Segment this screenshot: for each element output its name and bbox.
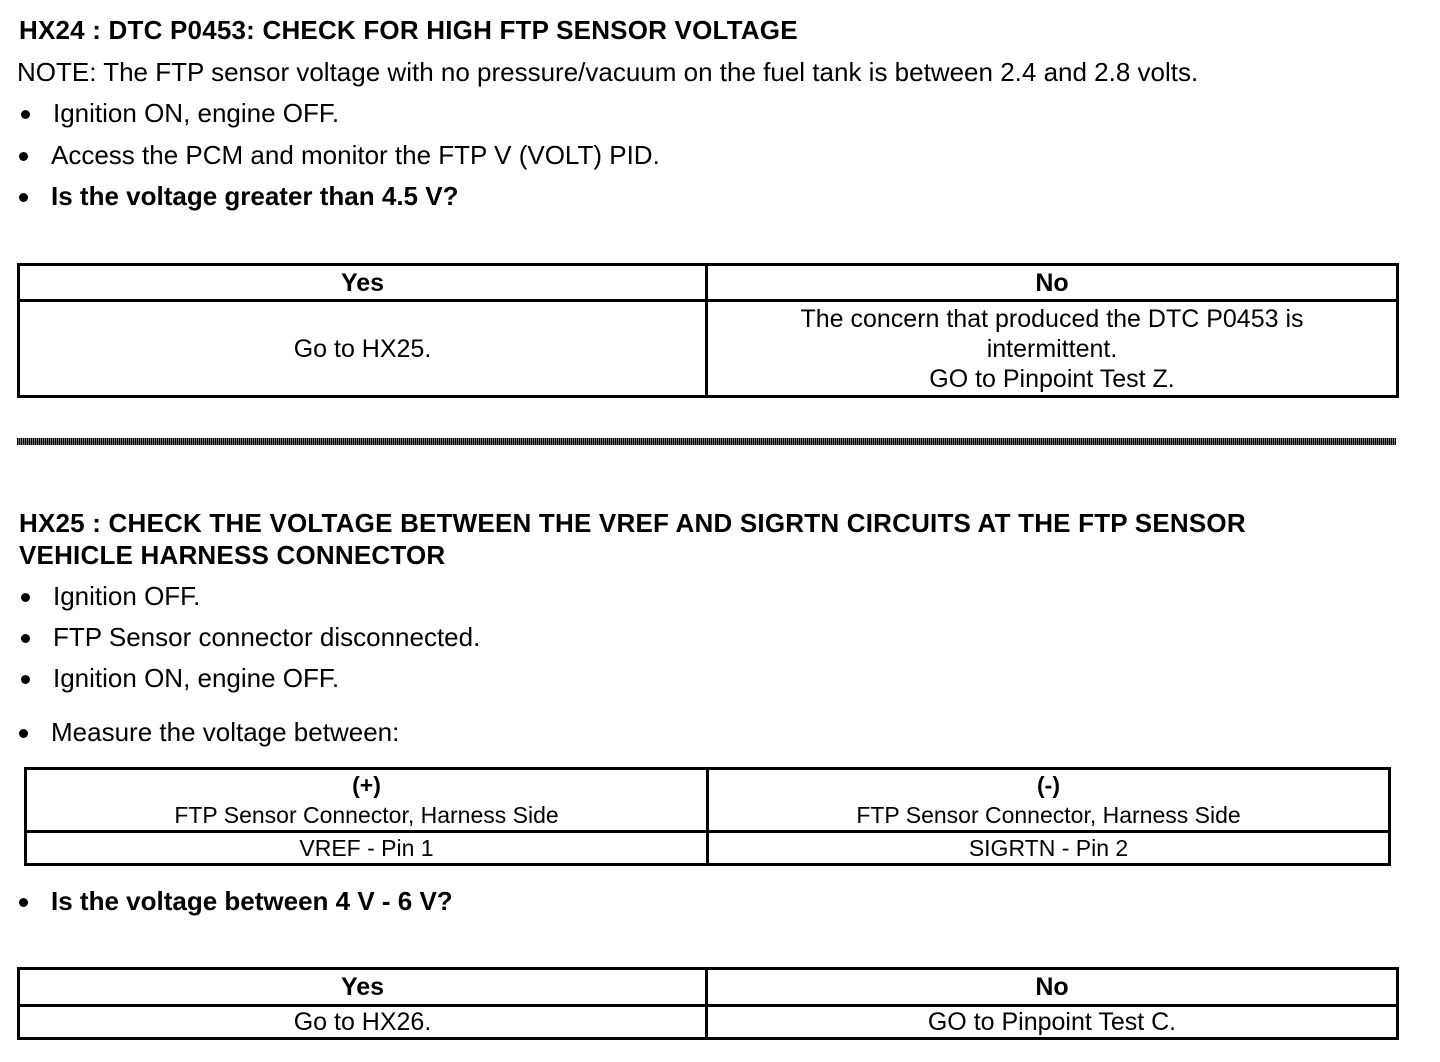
hx25-measure-table: [24, 767, 1391, 866]
yes-header: Yes: [19, 265, 707, 301]
bullet-icon: [21, 593, 30, 602]
bullet-icon: [21, 110, 30, 119]
no-header: No: [707, 265, 1398, 301]
hx24-heading: HX24 : DTC P0453: CHECK FOR HIGH FTP SENSOR VOLTAGE: [19, 15, 798, 45]
no-action-line: The concern that produced the DTC P0453 is: [800, 304, 1304, 333]
step-text: FTP Sensor connector disconnected.: [53, 622, 481, 652]
bullet-icon: [21, 675, 30, 684]
hx25-heading-line: HX25 : CHECK THE VOLTAGE BETWEEN THE VREF AND SIGRTN CIRCUITS AT THE FTP SENSOR: [19, 508, 1246, 538]
yes-action: Go to HX25.: [19, 301, 707, 397]
bullet-icon: [19, 152, 28, 161]
hx25-result-table: [17, 967, 1399, 1040]
bullet-icon: [21, 634, 30, 643]
bullet-icon: [19, 729, 28, 738]
no-header: No: [707, 969, 1398, 1006]
hx25-heading: [19, 507, 1246, 571]
step-text: Ignition ON, engine OFF.: [53, 98, 340, 128]
bullet-icon: [19, 898, 28, 907]
no-action-line: GO to Pinpoint Test Z.: [929, 364, 1175, 393]
hx25-step-3: [21, 662, 1021, 694]
negative-connector: FTP Sensor Connector, Harness Side: [856, 802, 1241, 828]
negative-sign: (-): [1037, 772, 1060, 798]
hx24-question: [19, 180, 1019, 212]
positive-connector: FTP Sensor Connector, Harness Side: [174, 802, 559, 828]
positive-sign: (+): [352, 772, 381, 798]
hx24-step-2: [19, 139, 1019, 171]
hx24-result-table: [17, 263, 1399, 398]
hx25-question: [19, 885, 1019, 917]
negative-lead-cell: [708, 769, 1390, 832]
no-action: GO to Pinpoint Test C.: [707, 1006, 1398, 1039]
positive-pin: VREF - Pin 1: [26, 832, 708, 865]
step-text: Is the voltage between 4 V - 6 V?: [51, 886, 453, 916]
step-text: Is the voltage greater than 4.5 V?: [51, 181, 459, 211]
positive-lead-cell: [26, 769, 708, 832]
no-action: [707, 301, 1398, 397]
no-action-line: intermittent.: [986, 334, 1118, 363]
step-text: Measure the voltage between:: [51, 717, 400, 747]
hx24-note: NOTE: The FTP sensor voltage with no pressure/vacuum on the fuel tank is between 2.4 and 2.8 volts.: [17, 57, 1199, 87]
hx25-step-2: [21, 621, 1021, 653]
hx25-step-4: [19, 716, 1019, 748]
step-text: Ignition OFF.: [53, 581, 201, 611]
yes-header: Yes: [19, 969, 707, 1006]
step-text: Access the PCM and monitor the FTP V (VOLT) PID.: [51, 140, 660, 170]
yes-action: Go to HX26.: [19, 1006, 707, 1039]
section-divider: [17, 438, 1396, 445]
negative-pin: SIGRTN - Pin 2: [708, 832, 1390, 865]
bullet-icon: [19, 193, 28, 202]
hx25-step-1: [21, 580, 1021, 612]
step-text: Ignition ON, engine OFF.: [53, 663, 340, 693]
hx24-step-1: [21, 97, 1021, 129]
hx25-heading-line: VEHICLE HARNESS CONNECTOR: [19, 540, 446, 570]
